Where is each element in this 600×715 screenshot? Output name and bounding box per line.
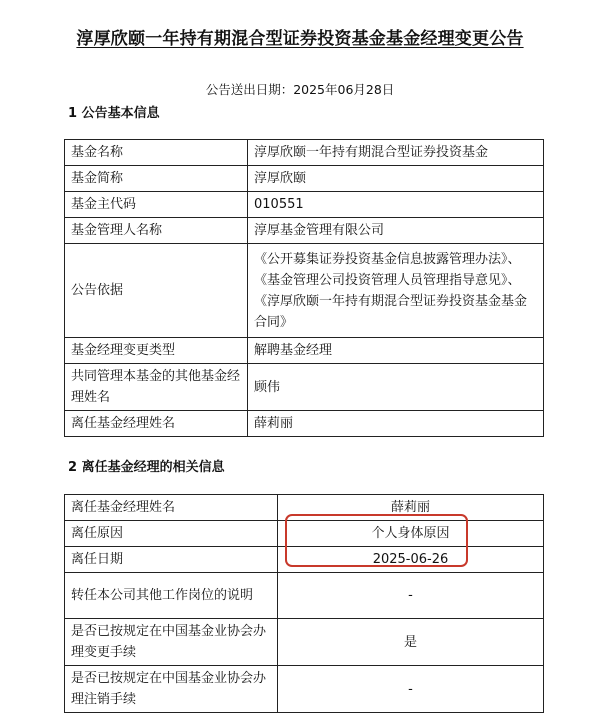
row-key: 是否已按规定在中国基金业协会办理变更手续 xyxy=(65,619,278,666)
table-row xyxy=(65,364,544,411)
row-value: 解聘基金经理 xyxy=(248,338,544,364)
row-key: 共同管理本基金的其他基金经理姓名 xyxy=(65,364,248,411)
row-key: 基金经理变更类型 xyxy=(65,338,248,364)
table-row xyxy=(65,573,544,619)
table-row xyxy=(65,619,544,666)
table-row xyxy=(65,338,544,364)
table-row xyxy=(65,166,544,192)
table-row xyxy=(65,411,544,437)
row-key: 公告依据 xyxy=(65,244,248,338)
section-heading-departing-manager: 2 离任基金经理的相关信息 xyxy=(68,460,225,475)
row-key: 基金管理人名称 xyxy=(65,218,248,244)
table-row xyxy=(65,495,544,521)
row-value: - xyxy=(278,573,544,619)
row-key: 离任原因 xyxy=(65,521,278,547)
table-row xyxy=(65,218,544,244)
basic-info-table xyxy=(64,139,544,437)
table-row xyxy=(65,192,544,218)
table-row xyxy=(65,666,544,713)
table-row xyxy=(65,547,544,573)
row-value: 是 xyxy=(278,619,544,666)
row-value: 顾伟 xyxy=(248,364,544,411)
departing-manager-table xyxy=(64,494,544,713)
row-value: 淳厚基金管理有限公司 xyxy=(248,218,544,244)
table-row xyxy=(65,244,544,338)
row-value: 薛莉丽 xyxy=(278,495,544,521)
row-key: 离任基金经理姓名 xyxy=(65,411,248,437)
row-key: 离任基金经理姓名 xyxy=(65,495,278,521)
row-value: 淳厚欣颐一年持有期混合型证券投资基金 xyxy=(248,140,544,166)
section-heading-basic-info: 1 公告基本信息 xyxy=(68,106,160,121)
table-row xyxy=(65,521,544,547)
issue-date: 公告送出日期：2025年06月28日 xyxy=(205,82,395,97)
row-key: 离任日期 xyxy=(65,547,278,573)
row-value: - xyxy=(278,666,544,713)
row-key: 基金主代码 xyxy=(65,192,248,218)
table-row xyxy=(65,140,544,166)
row-value: 淳厚欣颐 xyxy=(248,166,544,192)
row-key: 基金简称 xyxy=(65,166,248,192)
row-value: 2025-06-26 xyxy=(278,547,544,573)
row-value: 010551 xyxy=(248,192,544,218)
row-value: 个人身体原因 xyxy=(278,521,544,547)
row-value: 薛莉丽 xyxy=(248,411,544,437)
row-key: 基金名称 xyxy=(65,140,248,166)
row-key: 是否已按规定在中国基金业协会办理注销手续 xyxy=(65,666,278,713)
row-key: 转任本公司其他工作岗位的说明 xyxy=(65,573,278,619)
row-value: 《公开募集证券投资基金信息披露管理办法》、《基金管理公司投资管理人员管理指导意见》、《淳厚欣颐一年持有期混合型证券投资基金基金合同》 xyxy=(248,244,544,338)
page-title: 淳厚欣颐一年持有期混合型证券投资基金基金经理变更公告 xyxy=(76,29,524,49)
